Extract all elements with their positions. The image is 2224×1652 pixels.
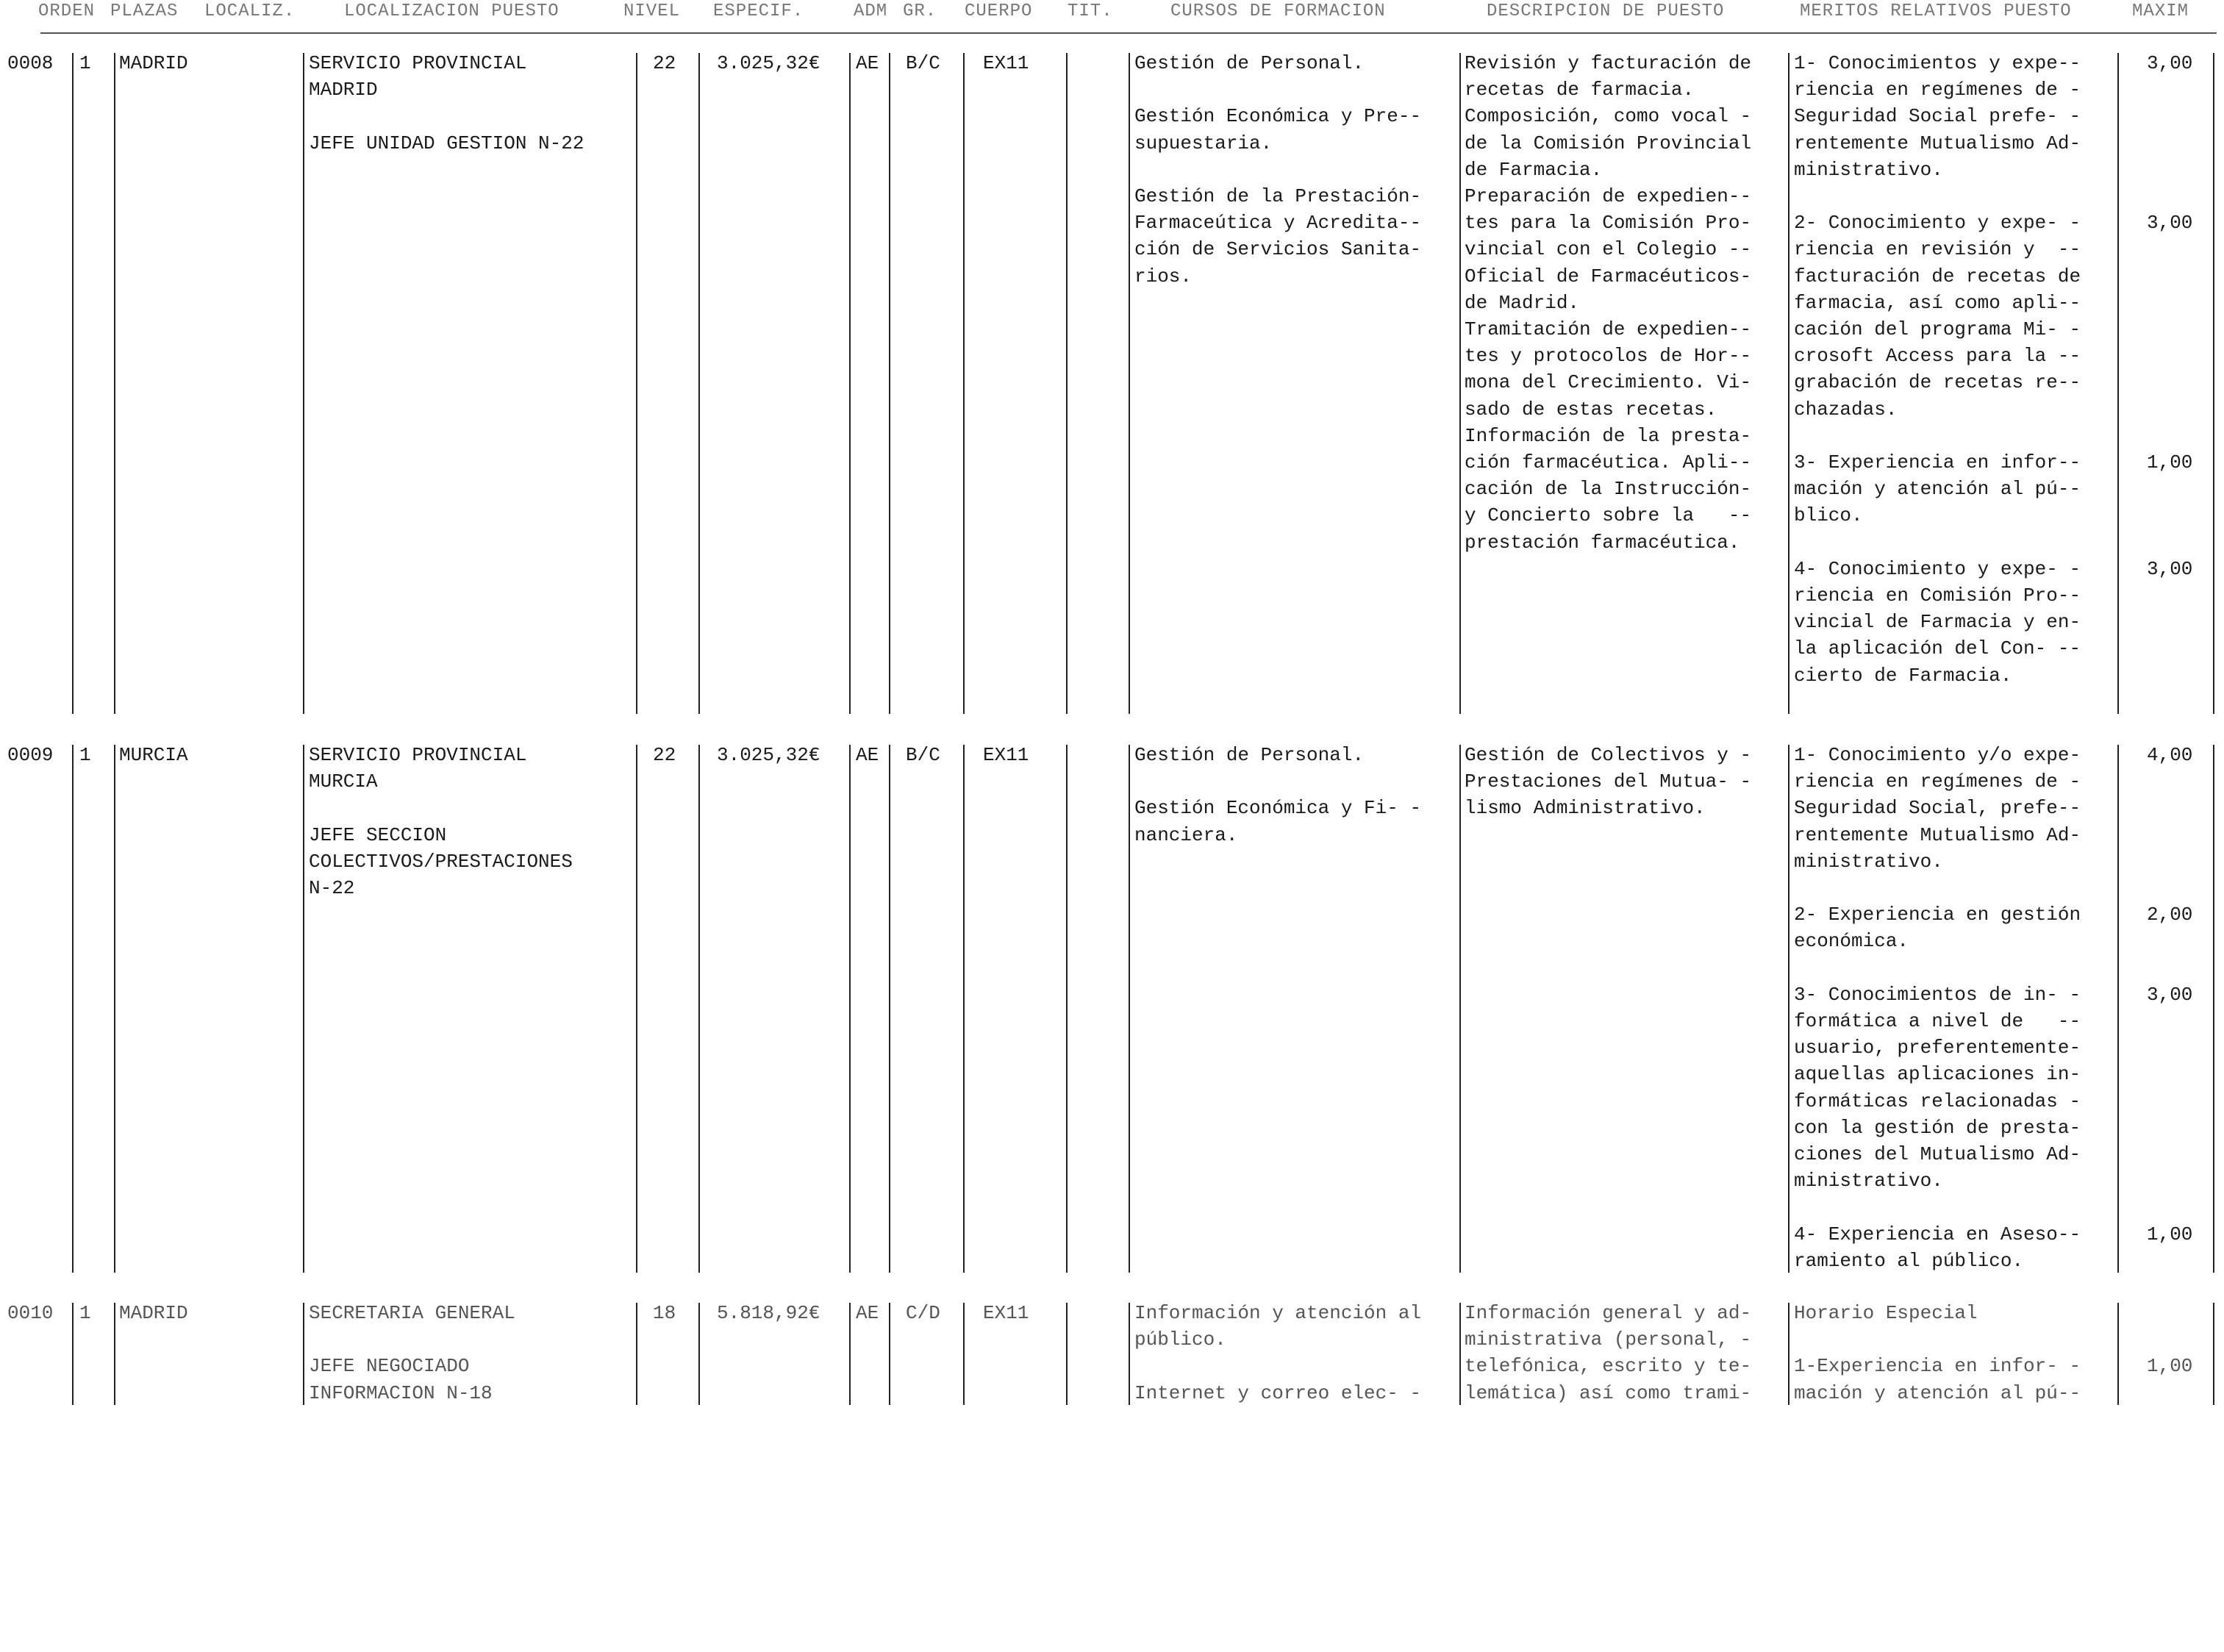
cell-cursos-line: ción de Servicios Sanita- [1134,238,1422,261]
column-separator [1459,1303,1461,1405]
cell-descripcion-line: prestación farmacéutica. [1465,531,1740,554]
cell-nivel: 22 [653,744,676,766]
cell-meritos-line: ciones del Mutualismo Ad- [1794,1143,2081,1165]
cell-descripcion-line: Oficial de Farmacéuticos- [1465,265,1752,287]
column-separator [849,1303,851,1405]
cell-localizacion-line: SERVICIO PROVINCIAL [309,744,527,766]
cell-adm: AE [856,1302,879,1324]
cell-cursos-line: Gestión de Personal. [1134,744,1365,766]
column-header-localizacion_puesto: LOCALIZACION PUESTO [344,1,559,21]
cell-localizacion-line: MURCIA [309,770,378,793]
cell-meritos-line: ramiento al público. [1794,1249,2024,1272]
cell-cursos-line: nanciera. [1134,823,1238,846]
cell-localidad: MADRID [119,1302,188,1324]
column-separator [1066,53,1068,714]
column-separator [1066,1303,1068,1405]
column-header-plazas: PLAZAS [110,1,179,21]
cell-localidad: MADRID [119,52,188,74]
cell-meritos-line: 3- Conocimientos de in- - [1794,983,2081,1006]
cell-localizacion-line: SERVICIO PROVINCIAL [309,52,527,74]
cell-meritos-line: vincial de Farmacia y en- [1794,611,2081,634]
cell-localizacion-line: JEFE SECCION [309,823,447,846]
cell-meritos-line: 3- Experiencia en infor-- [1794,451,2081,473]
cell-maxim: 3,00 [2147,52,2193,74]
cell-cuerpo: EX11 [983,52,1029,74]
cell-maxim: 1,00 [2147,451,2193,473]
column-header-gr: GR. [903,1,937,21]
cell-maxim: 1,00 [2147,1355,2193,1378]
column-separator [1788,1303,1789,1405]
cell-meritos-line: chazadas. [1794,398,1898,421]
cell-descripcion-line: de la Comisión Provincial [1465,132,1752,154]
column-header-localiz: LOCALIZ. [204,1,296,21]
cell-descripcion-line: tes y protocolos de Hor-- [1465,345,1752,368]
cell-meritos-line: riencia en Comisión Pro-- [1794,584,2081,607]
column-separator [303,53,304,714]
cell-meritos-line: aquellas aplicaciones in- [1794,1063,2081,1086]
column-separator [2213,53,2214,714]
cell-meritos-line: riencia en regímenes de - [1794,770,2081,793]
cell-meritos-line: 1- Conocimientos y expe-- [1794,52,2081,74]
cell-meritos-line: rentemente Mutualismo Ad- [1794,823,2081,846]
cell-especifico: 5.818,92€ [717,1302,820,1324]
header-rule [40,32,2217,34]
column-header-orden: ORDEN [38,1,96,21]
cell-localizacion-line: SECRETARIA GENERAL [309,1302,515,1324]
column-separator [849,53,851,714]
cell-meritos-line: farmacia, así como apli-- [1794,291,2081,314]
cell-descripcion-line: y Concierto sobre la -- [1465,504,1752,527]
cell-adm: AE [856,744,879,766]
column-separator [2117,1303,2119,1405]
cell-grupo: B/C [906,744,940,766]
cell-meritos-line: ministrativo. [1794,850,1943,873]
cell-descripcion-line: cación de la Instrucción- [1465,478,1752,501]
cell-descripcion-line: recetas de farmacia. [1465,79,1695,101]
cell-descripcion-line: Revisión y facturación de [1465,52,1752,74]
cell-cursos-line: Gestión Económica y Fi- - [1134,797,1422,820]
cell-cursos-line: público. [1134,1329,1226,1351]
column-header-especif: ESPECIF. [713,1,804,21]
cell-meritos-line: formática a nivel de -- [1794,1010,2081,1032]
cell-meritos-line: 4- Experiencia en Aseso-- [1794,1223,2081,1245]
cell-localizacion-line: MADRID [309,79,378,101]
cell-descripcion-line: mona del Crecimiento. Vi- [1465,371,1752,394]
cell-plazas: 1 [79,1302,91,1324]
cell-meritos-line: Seguridad Social, prefe-- [1794,797,2081,820]
column-header-descripcion: DESCRIPCION DE PUESTO [1487,1,1725,21]
cell-plazas: 1 [79,52,91,74]
column-header-tit: TIT. [1068,1,1113,21]
column-separator [1066,745,1068,1273]
cell-meritos-line: económica. [1794,930,1909,953]
column-separator [698,745,700,1273]
column-separator [1459,745,1461,1273]
cell-localizacion-line: N-22 [309,877,355,899]
cell-localizacion-line: JEFE UNIDAD GESTION N-22 [309,132,584,154]
cell-meritos-line: ministrativo. [1794,158,1943,181]
cell-cursos-line: Gestión de la Prestación- [1134,185,1422,207]
column-separator [849,745,851,1273]
column-separator [889,745,890,1273]
cell-orden: 0009 [7,744,54,766]
column-separator [303,1303,304,1405]
column-separator [114,745,115,1273]
cell-meritos-line: la aplicación del Con- -- [1794,637,2081,660]
column-separator [114,53,115,714]
cell-especifico: 3.025,32€ [717,744,820,766]
cell-localizacion-line: JEFE NEGOCIADO [309,1355,470,1378]
cell-orden: 0010 [7,1302,54,1324]
column-separator [889,53,890,714]
cell-descripcion-line: Información general y ad- [1465,1302,1752,1324]
cell-descripcion-line: telefónica, escrito y te- [1465,1355,1752,1378]
cell-meritos-line: ministrativo. [1794,1170,1943,1192]
cell-maxim: 2,00 [2147,904,2193,926]
cell-meritos-line: 4- Conocimiento y expe- - [1794,557,2081,580]
cell-localidad: MURCIA [119,744,188,766]
cell-descripcion-line: Preparación de expedien-- [1465,185,1752,207]
column-separator [1459,53,1461,714]
cell-meritos-line: cierto de Farmacia. [1794,664,2012,687]
cell-descripcion-line: Gestión de Colectivos y - [1465,744,1752,766]
cell-cursos-line: Farmaceútica y Acredita-- [1134,212,1422,235]
column-header-cuerpo: CUERPO [965,1,1033,21]
cell-descripcion-line: tes para la Comisión Pro- [1465,212,1752,235]
cell-descripcion-line: de Farmacia. [1465,158,1603,181]
cell-meritos-line: 1-Experiencia en infor- - [1794,1355,2081,1378]
column-header-adm: ADM [854,1,888,21]
column-separator [698,53,700,714]
cell-localizacion-line: COLECTIVOS/PRESTACIONES [309,850,573,873]
column-separator [2213,1303,2214,1405]
cell-descripcion-line: ministrativa (personal, - [1465,1329,1752,1351]
column-separator [1129,1303,1130,1405]
cell-descripcion-line: Información de la presta- [1465,424,1752,447]
cell-meritos-line: facturación de recetas de [1794,265,2081,287]
column-separator [2117,745,2119,1273]
cell-descripcion-line: Composición, como vocal - [1465,105,1752,128]
cell-cuerpo: EX11 [983,744,1029,766]
column-separator [963,53,965,714]
column-separator [963,1303,965,1405]
cell-descripcion-line: de Madrid. [1465,291,1580,314]
cell-maxim: 3,00 [2147,212,2193,235]
cell-cursos-line: Información y atención al [1134,1302,1422,1324]
cell-meritos-line: Seguridad Social prefe- - [1794,105,2081,128]
cell-cursos-line: supuestaria. [1134,132,1273,154]
cell-localizacion-line: INFORMACION N-18 [309,1381,493,1404]
column-header-meritos: MERITOS RELATIVOS PUESTO [1800,1,2072,21]
column-separator [1788,53,1789,714]
cell-meritos-line: mación y atención al pú-- [1794,1381,2081,1404]
cell-especifico: 3.025,32€ [717,52,820,74]
cell-meritos-line: 1- Conocimiento y/o expe- [1794,744,2081,766]
cell-cursos-line: Gestión Económica y Pre-- [1134,105,1422,128]
column-separator [2117,53,2119,714]
cell-meritos-line: con la gestión de presta- [1794,1116,2081,1139]
column-separator [1129,745,1130,1273]
cell-cursos-line: rios. [1134,265,1193,287]
cell-descripcion-line: ción farmacéutica. Apli-- [1465,451,1752,473]
cell-meritos-line: grabación de recetas re-- [1794,371,2081,394]
column-separator [303,745,304,1273]
cell-meritos-line: rentemente Mutualismo Ad- [1794,132,2081,154]
cell-meritos-line: riencia en revisión y -- [1794,238,2081,261]
column-separator [636,53,637,714]
cell-nivel: 22 [653,52,676,74]
cell-adm: AE [856,52,879,74]
column-header-maxim: MAXIM [2132,1,2189,21]
cell-meritos-line: mación y atención al pú-- [1794,478,2081,501]
cell-maxim: 1,00 [2147,1223,2193,1245]
cell-descripcion-line: lemática) así como trami- [1465,1381,1752,1404]
cell-meritos-line: crosoft Access para la -- [1794,345,2081,368]
column-separator [72,53,74,714]
cell-grupo: B/C [906,52,940,74]
cell-maxim: 3,00 [2147,983,2193,1006]
column-separator [2213,745,2214,1273]
column-separator [1129,53,1130,714]
column-header-row [0,0,2224,34]
cell-descripcion-line: lismo Administrativo. [1465,797,1706,820]
column-separator [114,1303,115,1405]
cell-orden: 0008 [7,52,54,74]
cell-meritos-line: cación del programa Mi- - [1794,318,2081,340]
cell-meritos-line: blico. [1794,504,1863,527]
cell-descripcion-line: sado de estas recetas. [1465,398,1717,421]
column-separator [698,1303,700,1405]
cell-maxim: 3,00 [2147,557,2193,580]
cell-meritos-line: 2- Conocimiento y expe- - [1794,212,2081,235]
column-separator [1788,745,1789,1273]
column-separator [963,745,965,1273]
cell-nivel: 18 [653,1302,676,1324]
cell-cursos-line: Gestión de Personal. [1134,52,1365,74]
column-separator [636,745,637,1273]
cell-cursos-line: Internet y correo elec- - [1134,1381,1422,1404]
cell-meritos-line: riencia en regímenes de - [1794,79,2081,101]
cell-meritos-line: formáticas relacionadas - [1794,1090,2081,1112]
cell-cuerpo: EX11 [983,1302,1029,1324]
cell-descripcion-line: Tramitación de expedien-- [1465,318,1752,340]
cell-plazas: 1 [79,744,91,766]
cell-descripcion-line: vincial con el Colegio -- [1465,238,1752,261]
cell-meritos-line: 2- Experiencia en gestión [1794,904,2081,926]
cell-maxim: 4,00 [2147,744,2193,766]
column-separator [636,1303,637,1405]
cell-meritos-line: Horario Especial [1794,1302,1978,1324]
cell-descripcion-line: Prestaciones del Mutua- - [1465,770,1752,793]
column-separator [889,1303,890,1405]
cell-grupo: C/D [906,1302,940,1324]
column-header-nivel: NIVEL [623,1,681,21]
column-header-cursos: CURSOS DE FORMACION [1170,1,1386,21]
cell-meritos-line: usuario, preferentemente- [1794,1037,2081,1059]
column-separator [72,1303,74,1405]
column-separator [72,745,74,1273]
